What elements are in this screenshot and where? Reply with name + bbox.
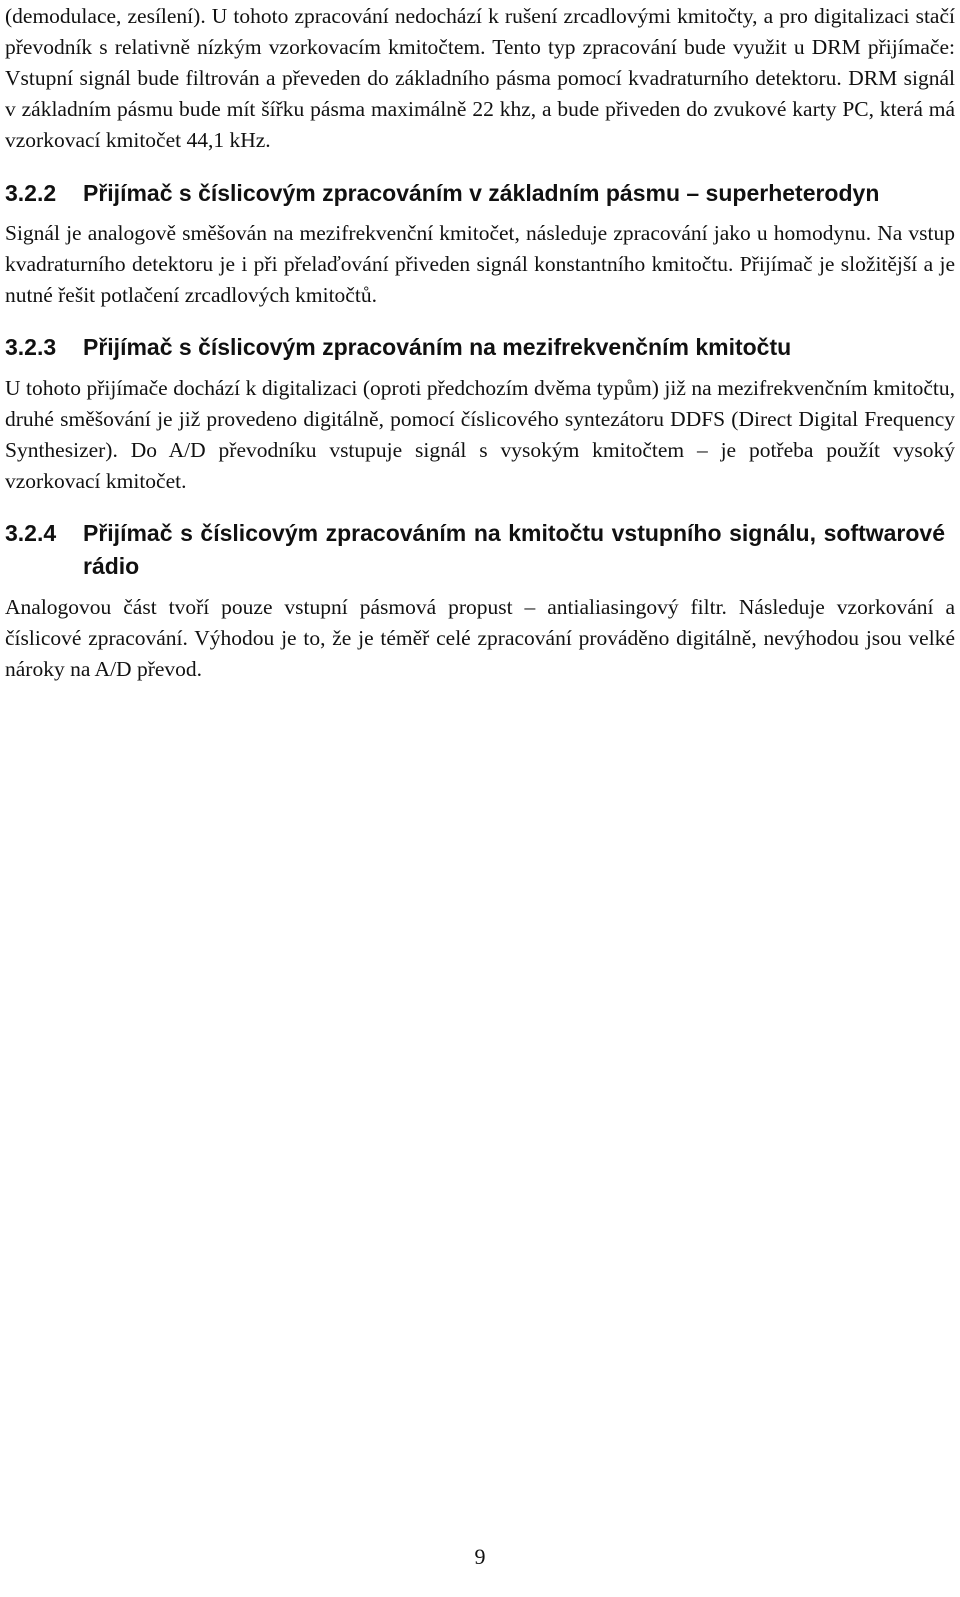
section-heading-3-2-4: [5, 517, 955, 583]
section-body-3-2-4: Analogovou část tvoří pouze vstupní pásmová propust – antialiasingový filtr. Následuje vzorkování a číslicové zpracování. Výhodou je to, že je téměř celé zpracování prováděno digitálně, nevýhodou jsou velké nároky na A/D převod.: [5, 595, 955, 681]
section-title: Přijímač s číslicovým zpracováním v základním pásmu – superheterodyn: [83, 180, 880, 206]
section-body-3-2-2: Signál je analogově směšován na mezifrekvenční kmitočet, následuje zpracování jako u homodynu. Na vstup kvadraturního detektoru je i při přelaďování přiveden signál konstantního kmitočtu. Přijímač je složitější a je nutné řešit potlačení zrcadlových kmitočtů.: [5, 221, 955, 307]
page-number: 9: [474, 1544, 486, 1569]
section-title: Přijímač s číslicovým zpracováním na kmitočtu vstupního signálu, softwarové rádio: [83, 520, 945, 579]
intro-paragraph: (demodulace, zesílení). U tohoto zpracování nedochází k rušení zrcadlovými kmitočty, a pro digitalizaci stačí převodník s relativně nízkým vzorkovacím kmitočtem. Tento typ zpracování bude využit u DRM přijímače: Vstupní signál bude filtrován a převeden do základního pásma pomocí kvadraturního detektoru. DRM signál v základním pásmu bude mít šířku pásma maximálně 22 khz, a bude přiveden do zvukové karty PC, která má vzorkovací kmitočet 44,1 kHz.: [5, 4, 955, 152]
section-number: 3.2.2: [5, 180, 57, 206]
section-heading-3-2-2: [5, 177, 955, 210]
section-body-3-2-3: U tohoto přijímače dochází k digitalizaci (oproti předchozím dvěma typům) již na mezifrekvenčním kmitočtu, druhé směšování je již provedeno digitálně, pomocí číslicového syntezátoru DDFS (Direct Digital Frequency Synthesizer). Do A/D převodníku vstupuje signál s vysokým kmitočtem – je potřeba použít vysoký vzorkovací kmitočet.: [5, 376, 955, 493]
section-title: Přijímač s číslicovým zpracováním na mezifrekvenčním kmitočtu: [83, 334, 792, 360]
section-number: 3.2.3: [5, 334, 57, 360]
document-page: [5, 0, 955, 685]
section-heading-3-2-3: [5, 331, 955, 364]
section-number: 3.2.4: [5, 520, 57, 546]
